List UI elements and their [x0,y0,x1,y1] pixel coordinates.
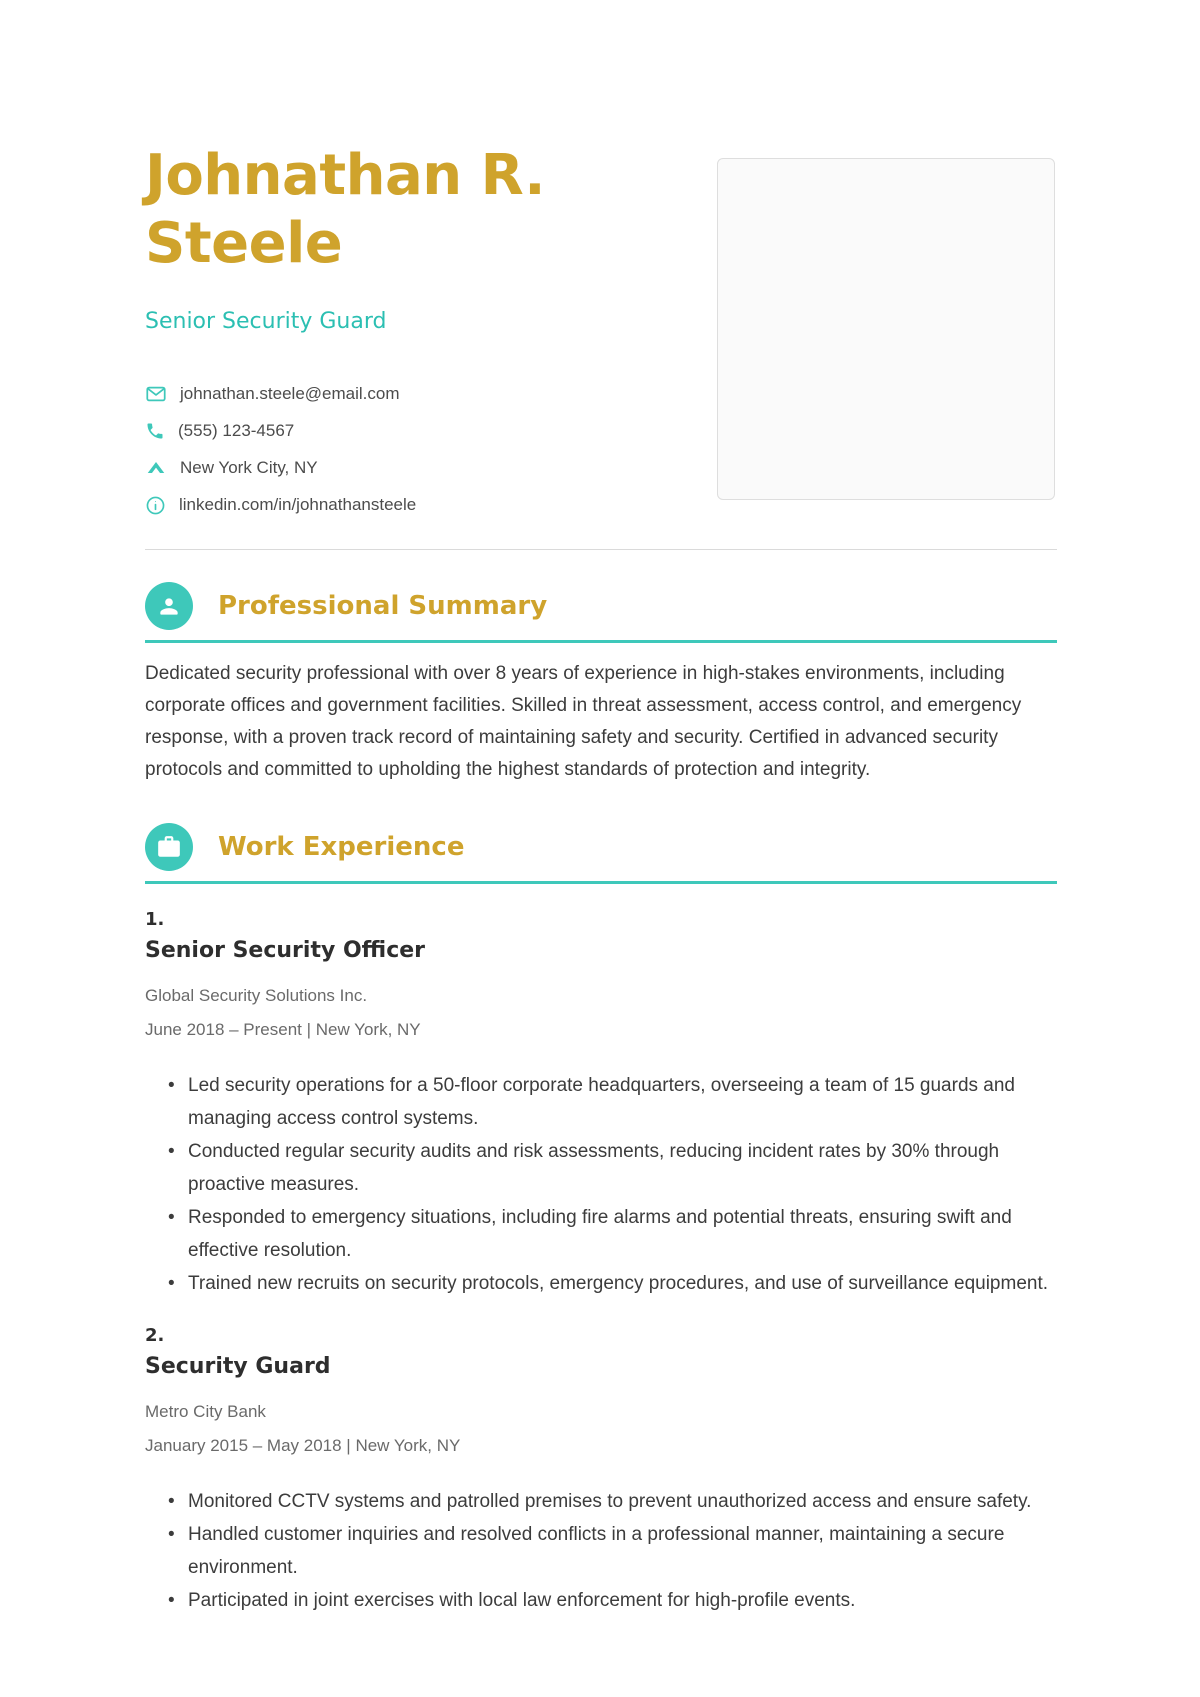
section-header-experience [145,823,1057,871]
contact-email-text: johnathan.steele@email.com [180,384,400,403]
job-bullet: • Participated in joint exercises with local law enforcement for high-profile events. [188,1584,1057,1617]
job-number: 1. [145,909,165,930]
info-icon [145,495,166,516]
summary-paragraph: Dedicated security professional with over 8 years of experience in high-stakes environments, including corporate offices and government facilities. Skilled in threat assessment, access control, and emergency response, with a proven track record of maintaining safety and security. Certified in advanced security protocols and committed to upholding the highest standards of protection and integrity. [145,663,1022,780]
job-bullet: • Handled customer inquiries and resolved conflicts in a professional manner, maintaining a secure environment. [188,1518,1057,1584]
job-bullet: • Monitored CCTV systems and patrolled premises to prevent unauthorized access and ensure safety. [188,1485,1057,1518]
job-dates: January 2015 – May 2018 | New York, NY [145,1436,461,1455]
job-dates: June 2018 – Present | New York, NY [145,1020,421,1039]
job-bullet-list [145,1485,1057,1617]
contact-phone-text: (555) 123-4567 [178,421,295,440]
job-number: 2. [145,1325,165,1346]
job-title: Security Guard [145,1354,331,1379]
contact-linkedin-text: linkedin.com/in/johnathansteele [179,495,417,514]
job-bullet: • Responded to emergency situations, including fire alarms and potential threats, ensuring swift and effective resolution. [188,1201,1057,1267]
job-bullet-list [145,1069,1057,1300]
job-bullet: • Conducted regular security audits and risk assessments, reducing incident rates by 30% through proactive measures. [188,1135,1057,1201]
section-title-experience: Work Experience [218,832,465,862]
photo-placeholder [717,158,1055,500]
resume-name: Johnathan R. Steele [145,143,546,276]
briefcase-icon [145,823,193,871]
phone-icon [145,421,165,441]
section-underline-experience [145,881,1057,884]
job-bullet: • Trained new recruits on security protocols, emergency procedures, and use of surveillance equipment. [188,1267,1057,1300]
job-entry-2 [145,1324,1057,1617]
job-company: Global Security Solutions Inc. [145,986,368,1005]
job-company: Metro City Bank [145,1402,266,1421]
person-icon [145,582,193,630]
header-divider [145,549,1057,550]
section-header-summary [145,582,1057,630]
section-title-summary: Professional Summary [218,591,548,621]
resume-job-title: Senior Security Guard [145,309,387,334]
email-icon [145,383,167,405]
section-underline-summary [145,640,1057,643]
contact-location-text: New York City, NY [180,458,318,477]
job-bullet: • Led security operations for a 50-floor corporate headquarters, overseeing a team of 15 guards and managing access control systems. [188,1069,1057,1135]
job-title: Senior Security Officer [145,938,426,963]
job-entry-1 [145,908,1057,1300]
location-icon [145,457,167,479]
